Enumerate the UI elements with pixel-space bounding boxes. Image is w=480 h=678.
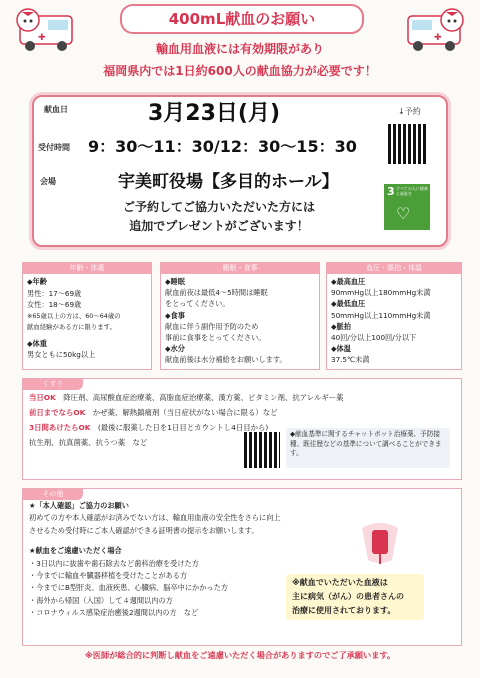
line: 事前に食事をとってください。 <box>165 333 266 343</box>
line: 90mmHg以上180mmHg未満 <box>331 288 431 298</box>
line: 男性：17〜69歳 <box>27 288 82 298</box>
line: ◆食事 <box>165 310 185 320</box>
line: 献血に伴う副作用予防のため <box>165 321 259 331</box>
line: ・今までに輸血や臓器移植を受けたことがある方 <box>29 571 188 581</box>
line: 献血経験がある方に限ります。 <box>27 323 116 331</box>
line: 献血前後は水分補給をお願いします。 <box>165 355 287 365</box>
reserve-label: ↓予約 <box>398 107 421 116</box>
present-line-1: ご予約してご協力いただいた方には <box>122 200 315 214</box>
footer-note: ※医師が総合的に判断し献血をご遠慮いただく場合がありますのでご了承願います。 <box>84 650 396 660</box>
line: 初めての方や本人確認がお済みでない方は、輸血用血液の安全性をさらに向上 <box>29 513 281 523</box>
blood-use-note <box>286 574 424 620</box>
line: 主に病気（がん）の患者さんの <box>292 592 404 601</box>
label: 3日間あけたらOK <box>29 423 91 432</box>
heartbeat-icon: ♡ <box>396 204 411 223</box>
page-title: 400mL献血のお願い <box>120 4 364 34</box>
sdg-number: 3 <box>387 185 395 198</box>
chatbot-note: ◆献血基準に関するチャットボット治療薬、予防接種、既往歴などの基準について調べることができます。 <box>286 428 450 468</box>
line: ・コロナウィルス感染症治癒後2週間以内の方 など <box>29 608 199 618</box>
other-section <box>22 488 462 646</box>
line: 50mmHg以上110mmHg未満 <box>331 310 431 320</box>
label: 当日OK <box>29 393 56 402</box>
date-label: 献血日 <box>44 105 68 114</box>
line: ※献血でいただいた血液は <box>292 578 388 587</box>
line: 献血前夜は最低4〜5時間は睡眠 <box>165 288 268 298</box>
time-label: 受付時間 <box>38 143 70 152</box>
line: ◆体重 <box>27 338 47 348</box>
line: をとってください。 <box>165 299 230 309</box>
line: ◆年齢 <box>27 277 47 286</box>
section-header: くすり <box>23 379 83 390</box>
line: ・3日以内に抜歯や歯石除去など歯科治療を受けた方 <box>29 558 199 568</box>
lead-line-1: 輸血用血液には有効期限があり <box>155 42 324 56</box>
line: ◆水分 <box>165 344 185 354</box>
lead-line-2: 福岡県内では1日約600人の献血協力が必要です！ <box>103 64 377 78</box>
blood-bag-icon <box>352 520 408 566</box>
event-time: 9：30〜11：30/12：30〜15：30 <box>88 137 357 156</box>
line: 降圧剤、高尿酸血症治療薬、高脂血症治療薬、漢方薬、ビタミン剤、抗アレルギー薬 <box>63 393 344 402</box>
present-message <box>60 198 378 236</box>
line: ◆体温 <box>331 344 351 354</box>
label: 前日までならOK <box>29 408 86 417</box>
line: 治療に使用されております。 <box>292 606 396 615</box>
line: かぜ薬、解熱鎮痛剤（当日症状がない場合に限る）など <box>92 408 278 417</box>
line: させるため受付時にご本人確認ができる証明書の提示をお願いします。 <box>29 525 259 535</box>
line: ・今までにB型肝炎、血液疾患、心臓病、脳卒中にかかった方 <box>29 583 228 593</box>
venue-label: 会場 <box>40 177 56 186</box>
line: 抗生剤、抗真菌薬、抗うつ薬 など <box>29 438 148 447</box>
event-date: 3月23日(月) <box>148 101 281 126</box>
line: ◆睡眠 <box>165 277 185 286</box>
line: ※65歳以上の方は、60〜64歳の <box>27 311 121 320</box>
line: ◆最低血圧 <box>331 299 366 309</box>
chatbot-qr-code[interactable] <box>244 432 280 468</box>
sdg3-badge <box>384 184 430 230</box>
svg-text:✚: ✚ <box>38 33 46 43</box>
line: 男女ともに50kg以上 <box>27 350 96 359</box>
event-venue: 宇美町役場【多目的ホール】 <box>118 172 339 192</box>
line: ・海外から帰国（入国）して４週間以内の方 <box>29 595 173 605</box>
line: 37.5℃未満 <box>331 355 370 365</box>
reservation-qr-code[interactable] <box>388 124 428 164</box>
line: (最後に服薬した日を1日目とカウントし4日目から) <box>97 423 269 432</box>
line: ★献血をご遠慮いただく場合 <box>29 546 122 556</box>
section-header: その他 <box>23 489 83 500</box>
section-header: 睡眠・食事 <box>161 263 319 274</box>
line: 女性：18〜69歳 <box>27 300 82 309</box>
blood-pressure-section <box>326 262 462 370</box>
line: ◆脈拍 <box>331 321 351 331</box>
sleep-meal-section <box>160 262 320 370</box>
age-weight-section <box>22 262 152 370</box>
sdg-text: すべての人に健康と福祉を <box>396 186 428 196</box>
line: ◆最高血圧 <box>331 277 366 286</box>
section-header: 血圧・脈拍・体温 <box>327 263 461 274</box>
present-line-2: 追加でプレゼントがございます！ <box>129 219 309 233</box>
section-header: 年齢・体重 <box>23 263 151 274</box>
line: ★「本人確認」ご協力のお願い <box>29 501 129 510</box>
svg-text:✚: ✚ <box>434 33 442 43</box>
line: 40回/分以上100回/分以下 <box>331 333 417 343</box>
